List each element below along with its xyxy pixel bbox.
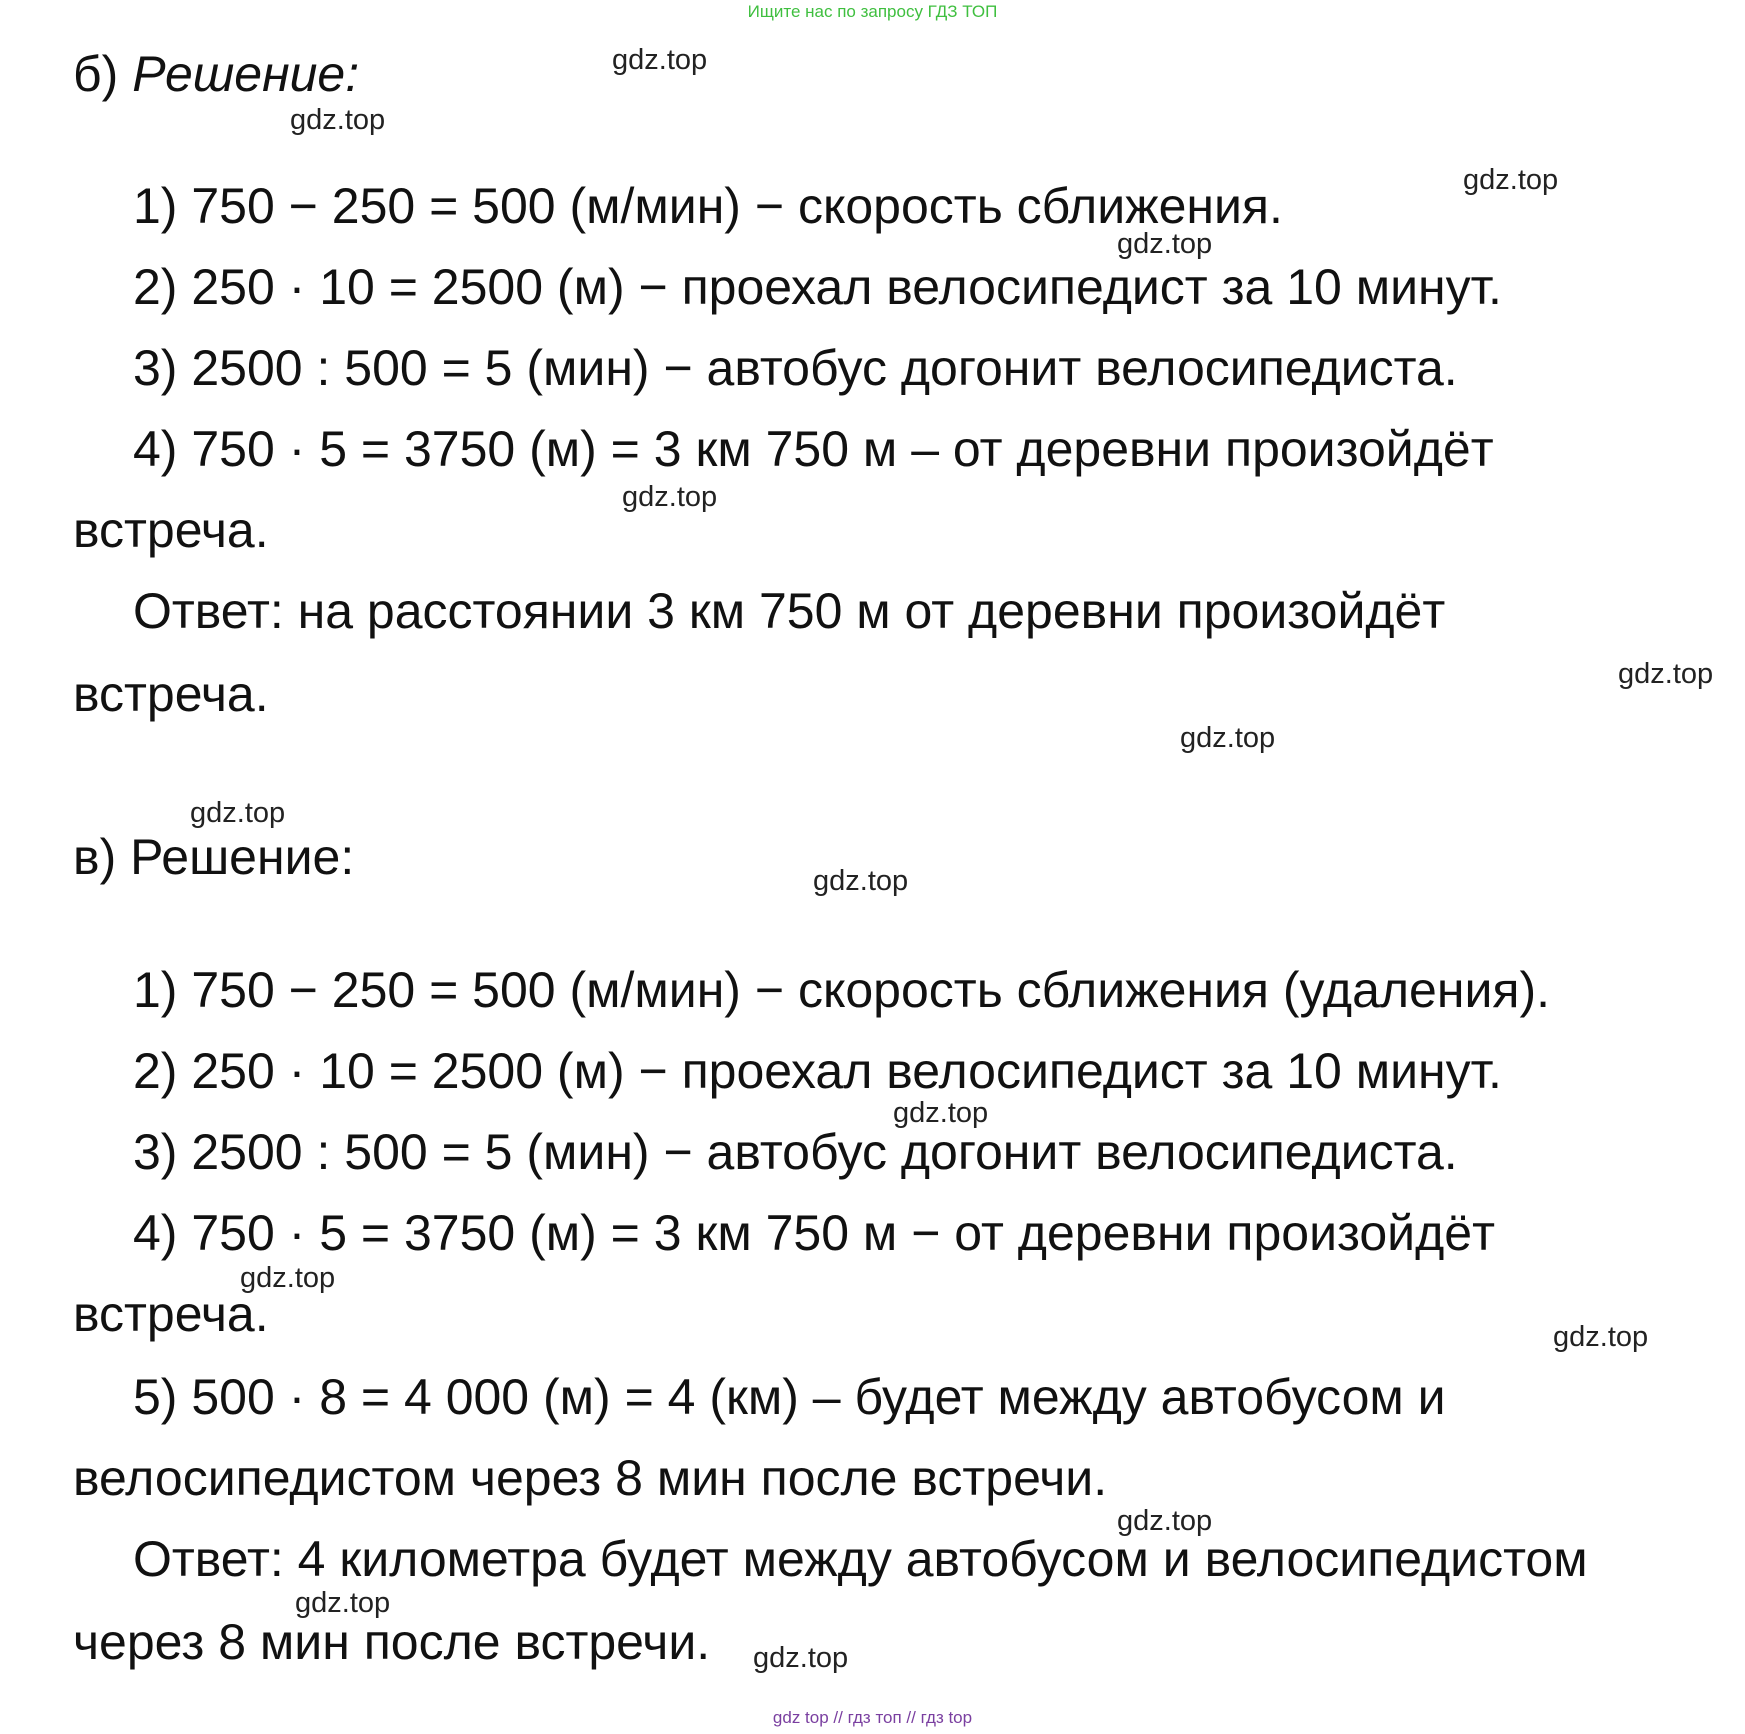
watermark: gdz.top bbox=[1463, 164, 1559, 196]
section-v-step-5-cont: велосипедистом через 8 мин после встречи. bbox=[73, 1450, 1108, 1506]
section-b-step-3: 3) 2500 : 500 = 5 (мин) − автобус догонит велосипедиста. bbox=[133, 340, 1458, 396]
section-v-step-5: 5) 500 · 8 = 4 000 (м) = 4 (км) – будет между автобусом и bbox=[133, 1369, 1446, 1425]
section-b-step-4: 4) 750 · 5 = 3750 (м) = 3 км 750 м – от деревни произойдёт bbox=[133, 421, 1494, 477]
section-v-answer: Ответ: 4 километра будет между автобусом и велосипедистом bbox=[133, 1531, 1588, 1587]
section-v-step-4-cont: встреча. bbox=[73, 1286, 269, 1342]
section-b-answer: Ответ: на расстоянии 3 км 750 м от деревни произойдёт bbox=[133, 583, 1446, 639]
section-b-step-2: 2) 250 · 10 = 2500 (м) − проехал велосипедист за 10 минут. bbox=[133, 259, 1502, 315]
watermark: gdz.top bbox=[1180, 722, 1276, 754]
watermark: gdz.top bbox=[813, 865, 909, 897]
watermark: gdz.top bbox=[240, 1262, 336, 1294]
footer: gdz top // гдз топ // гдз top bbox=[772, 1708, 973, 1727]
section-v-heading: в) Решение: bbox=[73, 829, 355, 885]
watermark: gdz.top bbox=[1553, 1321, 1649, 1353]
watermark: gdz.top bbox=[893, 1097, 989, 1129]
watermark: gdz.top bbox=[190, 797, 286, 829]
section-b-title: Решение: bbox=[132, 46, 360, 102]
section-b-step-4-cont: встреча. bbox=[73, 502, 269, 558]
section-v-step-2: 2) 250 · 10 = 2500 (м) − проехал велосипедист за 10 минут. bbox=[133, 1043, 1502, 1099]
watermark: gdz.top bbox=[1117, 228, 1213, 260]
watermark: gdz.top bbox=[290, 104, 386, 136]
section-b-step-1: 1) 750 − 250 = 500 (м/мин) − скорость сближения. bbox=[133, 178, 1283, 234]
watermark: gdz.top bbox=[622, 481, 718, 513]
section-v-answer-cont: через 8 мин после встречи. bbox=[73, 1614, 711, 1670]
watermark: gdz.top bbox=[1618, 658, 1714, 690]
watermark: gdz.top bbox=[753, 1642, 849, 1674]
top-banner: Ищите нас по запросу ГДЗ ТОП bbox=[747, 2, 998, 21]
section-v-step-1: 1) 750 − 250 = 500 (м/мин) − скорость сближения (удаления). bbox=[133, 962, 1551, 1018]
watermark: gdz.top bbox=[612, 44, 708, 76]
section-b-heading bbox=[73, 44, 359, 104]
watermark: gdz.top bbox=[295, 1587, 391, 1619]
section-b-answer-cont: встреча. bbox=[73, 666, 269, 722]
section-v-step-4: 4) 750 · 5 = 3750 (м) = 3 км 750 м − от деревни произойдёт bbox=[133, 1205, 1495, 1261]
section-v-step-3: 3) 2500 : 500 = 5 (мин) − автобус догонит велосипедиста. bbox=[133, 1124, 1458, 1180]
section-b-prefix: б) bbox=[73, 46, 119, 102]
watermark: gdz.top bbox=[1117, 1505, 1213, 1537]
